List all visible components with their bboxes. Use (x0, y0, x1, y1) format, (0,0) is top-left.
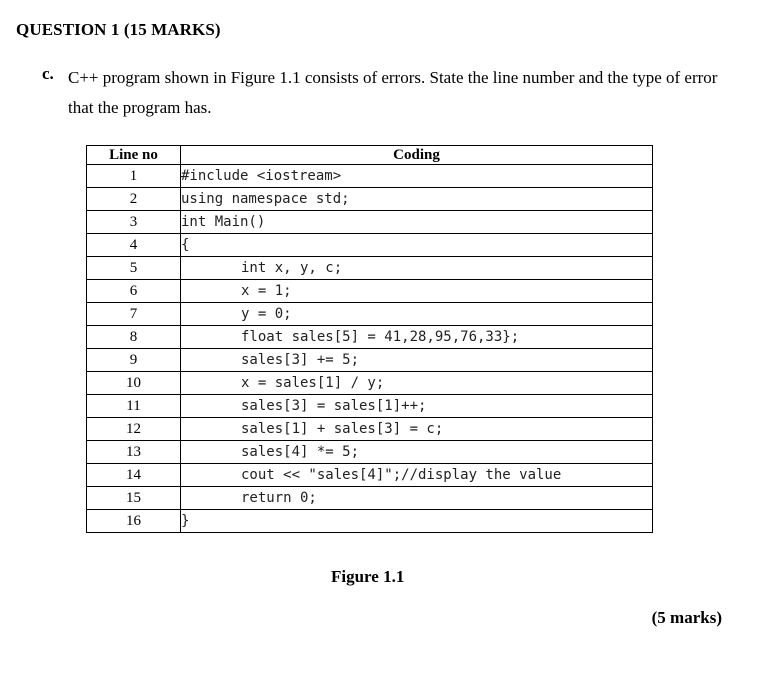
code-cell: y = 0; (181, 303, 653, 326)
line-number-cell: 12 (87, 418, 181, 441)
code-cell: int x, y, c; (181, 257, 653, 280)
code-cell: x = 1; (181, 280, 653, 303)
code-table-body (87, 165, 653, 533)
line-number-cell: 11 (87, 395, 181, 418)
table-row (87, 257, 653, 280)
line-number-cell: 6 (87, 280, 181, 303)
table-row (87, 395, 653, 418)
code-cell: x = sales[1] / y; (181, 372, 653, 395)
table-row (87, 303, 653, 326)
line-number-cell: 14 (87, 464, 181, 487)
line-number-cell: 10 (87, 372, 181, 395)
line-number-cell: 4 (87, 234, 181, 257)
table-row (87, 372, 653, 395)
code-cell: #include <iostream> (181, 165, 653, 188)
table-row (87, 464, 653, 487)
marks-label: (5 marks) (651, 608, 722, 627)
question-text: C++ program shown in Figure 1.1 consists of errors. State the line number and the type of error that the program has. (68, 68, 718, 117)
table-row (87, 510, 653, 533)
question-letter: c. (42, 64, 54, 83)
code-cell: { (181, 234, 653, 257)
table-row (87, 165, 653, 188)
table-row (87, 418, 653, 441)
code-table (86, 145, 653, 533)
table-row (87, 441, 653, 464)
line-number-cell: 16 (87, 510, 181, 533)
code-cell: sales[1] + sales[3] = c; (181, 418, 653, 441)
code-cell: cout << "sales[4]";//display the value (181, 464, 653, 487)
line-number-cell: 2 (87, 188, 181, 211)
line-number-cell: 9 (87, 349, 181, 372)
line-number-cell: 1 (87, 165, 181, 188)
table-row (87, 326, 653, 349)
line-no-header: Line no (87, 146, 181, 165)
table-row (87, 487, 653, 510)
table-row (87, 280, 653, 303)
line-number-cell: 7 (87, 303, 181, 326)
code-cell: using namespace std; (181, 188, 653, 211)
code-cell: sales[4] *= 5; (181, 441, 653, 464)
line-number-cell: 3 (87, 211, 181, 234)
line-number-cell: 5 (87, 257, 181, 280)
table-row (87, 349, 653, 372)
figure-caption: Figure 1.1 (331, 567, 405, 586)
coding-header: Coding (181, 146, 653, 165)
code-cell: return 0; (181, 487, 653, 510)
table-row (87, 234, 653, 257)
table-header-row (87, 146, 653, 165)
table-row (87, 188, 653, 211)
line-number-cell: 13 (87, 441, 181, 464)
code-cell: } (181, 510, 653, 533)
code-cell: int Main() (181, 211, 653, 234)
question-heading: QUESTION 1 (15 MARKS) (16, 20, 221, 39)
line-number-cell: 8 (87, 326, 181, 349)
code-cell: float sales[5] = 41,28,95,76,33}; (181, 326, 653, 349)
code-cell: sales[3] += 5; (181, 349, 653, 372)
line-number-cell: 15 (87, 487, 181, 510)
table-row (87, 211, 653, 234)
code-cell: sales[3] = sales[1]++; (181, 395, 653, 418)
